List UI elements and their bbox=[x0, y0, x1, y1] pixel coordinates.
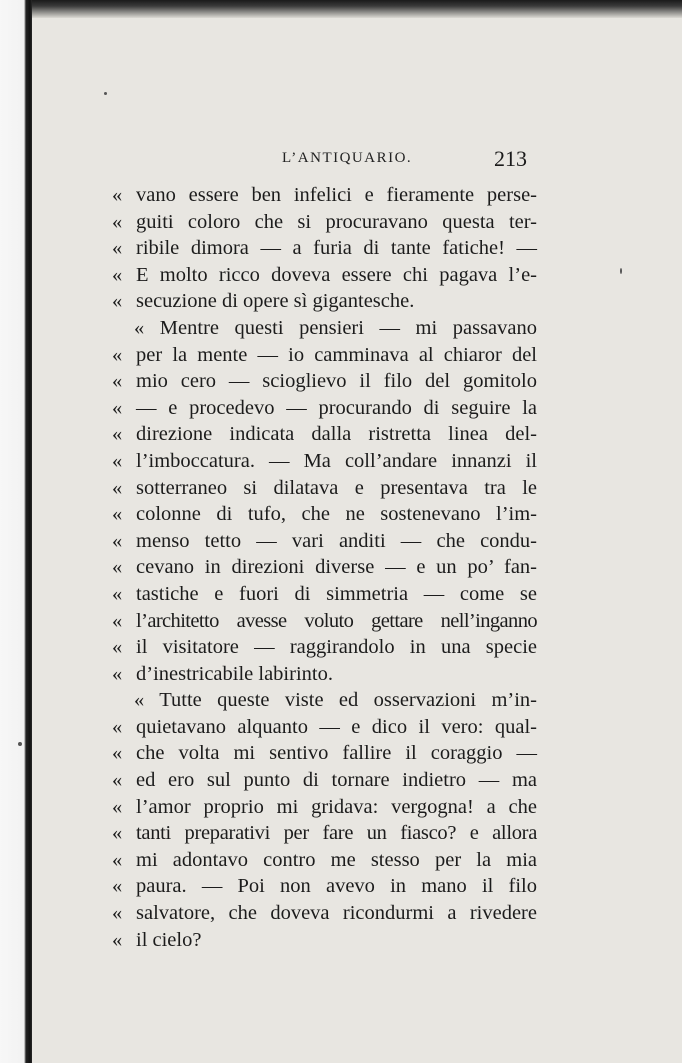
guillemet: « bbox=[112, 715, 123, 738]
text-line bbox=[112, 608, 537, 635]
line-text: cevano in direzioni diverse — e un po’ fan- bbox=[136, 556, 537, 579]
line-text: vano essere ben infelici e fieramente perse- bbox=[136, 184, 537, 206]
line-text: l’architetto avesse voluto gettare nell’inganno bbox=[136, 609, 537, 632]
guillemet: « bbox=[112, 556, 123, 579]
text-line bbox=[112, 794, 537, 821]
text-line bbox=[112, 182, 537, 209]
line-text: tastiche e fuori di simmetria — come se bbox=[136, 582, 537, 605]
guillemet: « bbox=[112, 184, 123, 206]
line-text: il visitatore — raggirandolo in una specie bbox=[136, 636, 537, 659]
text-line bbox=[112, 528, 537, 555]
guillemet: « bbox=[112, 609, 123, 632]
line-text: colonne di tufo, che ne sostenevano l’im- bbox=[136, 503, 537, 526]
body-text bbox=[112, 182, 537, 953]
guillemet: « bbox=[112, 742, 123, 765]
line-text: salvatore, che doveva ricondurmi a rivedere bbox=[136, 902, 537, 925]
scan-speck bbox=[104, 92, 107, 95]
text-line bbox=[112, 235, 537, 262]
text-line bbox=[112, 209, 537, 236]
text-line bbox=[112, 927, 537, 954]
line-text: menso tetto — vari anditi — che condu- bbox=[136, 529, 537, 552]
page-number: 213 bbox=[494, 146, 527, 171]
line-text: l’imboccatura. — Ma coll’andare innanzi il bbox=[136, 449, 537, 472]
line-text: ribile dimora — a furia di tante fatiche! — bbox=[136, 237, 537, 260]
guillemet: « bbox=[112, 582, 123, 605]
line-text: secuzione di opere sì gigantesche. bbox=[136, 290, 415, 313]
text-line bbox=[112, 873, 537, 900]
guillemet: « bbox=[112, 210, 123, 233]
line-text: paura. — Poi non avevo in mano il filo bbox=[136, 875, 537, 898]
text-line bbox=[112, 342, 537, 369]
line-text: per la mente — io camminava al chiaror del bbox=[136, 343, 537, 366]
text-line bbox=[112, 288, 537, 315]
text-line bbox=[112, 661, 537, 688]
text-line bbox=[112, 820, 537, 847]
text-line bbox=[112, 687, 537, 714]
guillemet: « bbox=[112, 476, 123, 499]
guillemet: « bbox=[112, 662, 123, 685]
line-text: quietavano alquanto — e dico il vero: qual- bbox=[136, 715, 537, 738]
guillemet: « bbox=[112, 396, 123, 419]
guillemet: « bbox=[112, 769, 123, 792]
scan-speck bbox=[620, 268, 622, 274]
line-text: d’inestricabile labirinto. bbox=[136, 662, 333, 685]
guillemet: « bbox=[112, 423, 123, 446]
text-line bbox=[112, 714, 537, 741]
text-line bbox=[112, 262, 537, 289]
guillemet: « bbox=[112, 875, 123, 898]
guillemet: « bbox=[112, 636, 123, 659]
text-line bbox=[112, 315, 537, 342]
text-line bbox=[112, 554, 537, 581]
line-text: E molto ricco doveva essere chi pagava l’e- bbox=[136, 263, 537, 286]
line-text: — e procedevo — procurando di seguire la bbox=[136, 396, 537, 419]
running-head bbox=[0, 146, 682, 174]
line-text: il cielo? bbox=[136, 928, 202, 951]
scan-top-edge bbox=[0, 0, 682, 18]
text-line bbox=[112, 421, 537, 448]
text-line bbox=[112, 501, 537, 528]
guillemet: « bbox=[112, 343, 123, 366]
guillemet: « bbox=[112, 237, 123, 260]
guillemet: « bbox=[112, 848, 123, 871]
guillemet: « bbox=[112, 370, 123, 393]
text-line bbox=[112, 475, 537, 502]
text-line bbox=[112, 900, 537, 927]
line-text: direzione indicata dalla ristretta linea del- bbox=[136, 423, 537, 446]
guillemet: « bbox=[112, 263, 123, 286]
line-text: l’amor proprio mi gridava: vergogna! a che bbox=[136, 795, 537, 818]
text-line bbox=[112, 767, 537, 794]
text-line bbox=[112, 740, 537, 767]
text-line bbox=[112, 634, 537, 661]
text-line bbox=[112, 847, 537, 874]
guillemet: « bbox=[112, 529, 123, 552]
line-text: « Tutte queste viste ed osservazioni m’in- bbox=[134, 689, 537, 712]
line-text: sotterraneo si dilatava e presentava tra le bbox=[136, 476, 537, 499]
guillemet: « bbox=[112, 928, 123, 951]
text-line bbox=[112, 581, 537, 608]
line-text: guiti coloro che si procuravano questa ter- bbox=[136, 210, 537, 233]
text-line bbox=[112, 395, 537, 422]
guillemet: « bbox=[112, 902, 123, 925]
line-text: ed ero sul punto di tornare indietro — ma bbox=[136, 769, 537, 792]
line-text: mi adontavo contro me stesso per la mia bbox=[136, 848, 537, 871]
guillemet: « bbox=[112, 449, 123, 472]
line-text: tanti preparativi per fare un fiasco? e allora bbox=[136, 822, 537, 845]
guillemet: « bbox=[112, 795, 123, 818]
text-line bbox=[112, 448, 537, 475]
running-title: L’ANTIQUARIO. bbox=[282, 150, 413, 166]
scan-speck bbox=[18, 742, 22, 746]
guillemet: « bbox=[112, 503, 123, 526]
guillemet: « bbox=[112, 822, 123, 845]
guillemet: « bbox=[112, 290, 123, 313]
line-text: « Mentre questi pensieri — mi passavano bbox=[134, 316, 537, 339]
text-line bbox=[112, 368, 537, 395]
line-text: mio cero — scioglievo il filo del gomitolo bbox=[136, 370, 537, 393]
line-text: che volta mi sentivo fallire il coraggio — bbox=[136, 742, 537, 765]
